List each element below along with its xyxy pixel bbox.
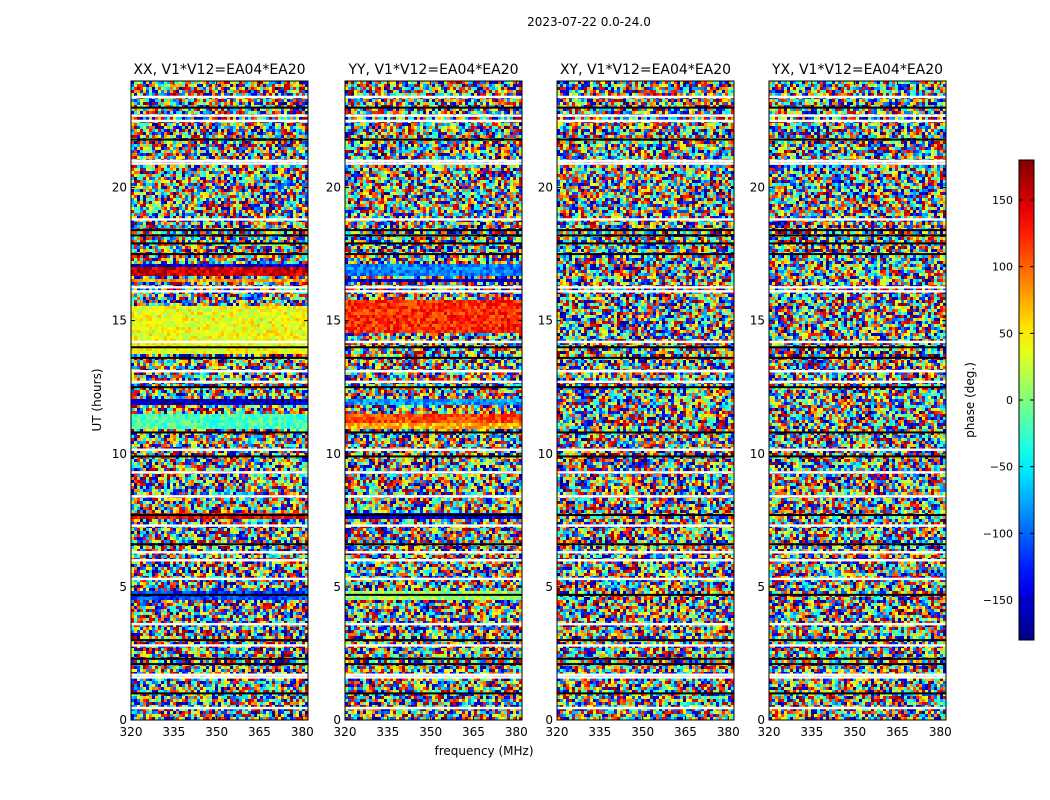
flagged-row	[769, 162, 946, 164]
y-tick-label: 5	[119, 579, 127, 594]
colorbar-tick-label: −50	[989, 460, 1013, 474]
gap-row	[769, 107, 946, 109]
y-tick-label: 5	[545, 579, 553, 594]
y-tick-label: 20	[111, 180, 127, 195]
x-tick-label: 380	[928, 725, 952, 739]
flagged-row	[557, 623, 734, 625]
gap-row	[769, 543, 946, 545]
x-tick-label: 380	[290, 725, 314, 739]
gap-row	[557, 386, 734, 388]
flagged-row	[769, 160, 946, 162]
colorbar	[983, 160, 1034, 640]
flagged-row	[557, 162, 734, 164]
flagged-row	[557, 676, 734, 678]
flagged-row	[769, 551, 946, 553]
flagged-row	[769, 341, 946, 343]
flagged-row	[557, 341, 734, 343]
gap-row	[769, 658, 946, 660]
gap-row	[557, 594, 734, 596]
colorbar-label: phase (deg.)	[963, 362, 977, 438]
gap-row	[345, 234, 522, 236]
flagged-row	[345, 218, 522, 220]
flagged-row	[769, 559, 946, 561]
flagged-row	[345, 623, 522, 625]
panel-1	[112, 62, 314, 739]
gap-row	[557, 658, 734, 660]
flagged-row	[131, 495, 308, 497]
gap-row	[131, 455, 308, 457]
flagged-row	[345, 551, 522, 553]
y-tick-label: 0	[757, 713, 765, 727]
gap-row	[131, 229, 308, 231]
flagged-row	[345, 471, 522, 473]
flagged-row	[345, 290, 522, 292]
flagged-row	[557, 707, 734, 709]
flagged-row	[345, 160, 522, 162]
flagged-row	[557, 160, 734, 162]
gap-row	[345, 139, 522, 141]
colorbar-tick-label: −150	[982, 594, 1013, 607]
colorbar-tick-label: 0	[1006, 394, 1013, 407]
flagged-row	[557, 559, 734, 561]
flagged-row	[769, 120, 946, 122]
flagged-row	[557, 449, 734, 451]
gap-row	[345, 346, 522, 348]
flagged-row	[769, 218, 946, 220]
flagged-row	[131, 707, 308, 709]
gap-row	[345, 658, 522, 660]
x-tick-label: 350	[631, 725, 655, 739]
gap-row	[769, 229, 946, 231]
flagged-row	[769, 449, 946, 451]
flagged-row	[131, 559, 308, 561]
x-tick-label: 350	[843, 725, 867, 739]
gap-row	[345, 107, 522, 109]
gap-row	[345, 692, 522, 694]
flagged-row	[557, 524, 734, 526]
gap-row	[131, 514, 308, 516]
flagged-row	[131, 160, 308, 162]
gap-row	[131, 242, 308, 244]
y-tick-label: 5	[333, 579, 341, 594]
gap-row	[769, 386, 946, 388]
gap-row	[769, 431, 946, 433]
colorbar-tick-label: 150	[992, 194, 1013, 207]
x-tick-label: 320	[545, 725, 569, 739]
gap-row	[131, 357, 308, 359]
flagged-row	[557, 290, 734, 292]
flagged-row	[769, 114, 946, 116]
gap-row	[769, 455, 946, 457]
gap-row	[131, 639, 308, 641]
gap-row	[345, 543, 522, 545]
flagged-row	[557, 120, 734, 122]
flagged-row	[345, 114, 522, 116]
flagged-row	[557, 644, 734, 646]
gap-row	[131, 253, 308, 255]
flagged-row	[557, 286, 734, 288]
flagged-row	[769, 471, 946, 473]
y-tick-label: 20	[325, 180, 341, 195]
panel-3	[538, 62, 740, 739]
gap-row	[557, 357, 734, 359]
gap-row	[345, 229, 522, 231]
flagged-row	[345, 370, 522, 372]
y-tick-label: 15	[749, 313, 765, 328]
x-axis-label: frequency (MHz)	[434, 744, 534, 758]
gap-row	[131, 663, 308, 665]
gap-row	[769, 234, 946, 236]
flagged-row	[345, 578, 522, 580]
x-tick-label: 380	[716, 725, 740, 739]
flagged-row	[345, 286, 522, 288]
flagged-row	[131, 551, 308, 553]
gap-row	[557, 663, 734, 665]
flagged-row	[345, 162, 522, 164]
flagged-row	[557, 114, 734, 116]
flagged-row	[769, 370, 946, 372]
flagged-row	[131, 524, 308, 526]
flagged-row	[345, 96, 522, 98]
gap-row	[557, 242, 734, 244]
y-axis-label: UT (hours)	[90, 368, 104, 432]
gap-row	[345, 514, 522, 516]
x-tick-label: 320	[333, 725, 357, 739]
x-tick-label: 320	[119, 725, 143, 739]
flagged-row	[769, 578, 946, 580]
gap-row	[557, 234, 734, 236]
flagged-row	[769, 623, 946, 625]
gap-row	[769, 663, 946, 665]
flagged-row	[131, 218, 308, 220]
y-tick-label: 5	[757, 579, 765, 594]
gap-row	[131, 346, 308, 348]
gap-row	[557, 455, 734, 457]
flagged-row	[769, 495, 946, 497]
gap-row	[557, 107, 734, 109]
panel-title: YX, V1*V12=EA04*EA20	[771, 62, 944, 78]
flagged-row	[769, 707, 946, 709]
x-tick-label: 365	[886, 725, 909, 739]
y-tick-label: 20	[749, 180, 765, 195]
gap-row	[769, 357, 946, 359]
gap-row	[557, 514, 734, 516]
flagged-row	[769, 290, 946, 292]
flagged-row	[131, 381, 308, 383]
gap-row	[769, 514, 946, 516]
y-tick-label: 10	[111, 446, 127, 461]
panel-2	[326, 62, 528, 739]
gap-row	[345, 386, 522, 388]
x-tick-label: 335	[800, 725, 824, 739]
y-tick-label: 15	[537, 313, 553, 328]
flagged-row	[131, 370, 308, 372]
flagged-row	[769, 676, 946, 678]
gap-row	[345, 594, 522, 596]
flagged-row	[345, 495, 522, 497]
y-tick-label: 10	[537, 446, 553, 461]
flagged-row	[557, 218, 734, 220]
flagged-row	[345, 524, 522, 526]
flagged-row	[557, 551, 734, 553]
flagged-row	[345, 449, 522, 451]
gap-row	[131, 139, 308, 141]
gap-row	[557, 139, 734, 141]
x-tick-label: 350	[419, 725, 443, 739]
flagged-row	[557, 674, 734, 676]
x-tick-label: 365	[462, 725, 485, 739]
gap-row	[131, 386, 308, 388]
gap-row	[345, 242, 522, 244]
colorbar-tick-label: −100	[982, 527, 1013, 541]
flagged-row	[131, 114, 308, 116]
flagged-row	[131, 674, 308, 676]
gap-row	[769, 594, 946, 596]
panel-title: YY, V1*V12=EA04*EA20	[348, 62, 519, 78]
flagged-row	[131, 96, 308, 98]
x-tick-label: 365	[248, 725, 271, 739]
x-tick-label: 335	[162, 725, 186, 739]
gap-row	[557, 431, 734, 433]
gap-row	[131, 234, 308, 236]
flagged-row	[769, 524, 946, 526]
flagged-row	[131, 623, 308, 625]
flagged-row	[131, 644, 308, 646]
flagged-row	[345, 341, 522, 343]
flagged-row	[557, 495, 734, 497]
gap-row	[131, 692, 308, 694]
flagged-row	[345, 707, 522, 709]
y-tick-label: 10	[749, 446, 765, 461]
gap-row	[345, 253, 522, 255]
gap-row	[557, 253, 734, 255]
flagged-row	[345, 644, 522, 646]
flagged-row	[557, 96, 734, 98]
gap-row	[131, 431, 308, 433]
panel-4	[750, 62, 952, 739]
y-tick-label: 15	[111, 313, 127, 328]
flagged-row	[769, 381, 946, 383]
flagged-row	[131, 162, 308, 164]
gap-row	[131, 594, 308, 596]
flagged-row	[131, 578, 308, 580]
gap-row	[131, 107, 308, 109]
x-tick-label: 320	[757, 725, 781, 739]
x-tick-label: 335	[376, 725, 400, 739]
y-tick-label: 15	[325, 313, 341, 328]
flagged-row	[345, 559, 522, 561]
y-tick-label: 0	[545, 713, 553, 727]
panel-title: XY, V1*V12=EA04*EA20	[559, 62, 732, 78]
gap-row	[769, 139, 946, 141]
flagged-row	[131, 471, 308, 473]
gap-row	[345, 357, 522, 359]
y-tick-label: 10	[325, 446, 341, 461]
flagged-row	[131, 676, 308, 678]
flagged-row	[769, 644, 946, 646]
gap-row	[557, 692, 734, 694]
gap-row	[345, 455, 522, 457]
x-tick-label: 350	[205, 725, 229, 739]
flagged-row	[131, 449, 308, 451]
gap-row	[557, 229, 734, 231]
gap-row	[769, 253, 946, 255]
flagged-row	[557, 471, 734, 473]
flagged-row	[557, 370, 734, 372]
gap-row	[131, 658, 308, 660]
flagged-row	[769, 674, 946, 676]
gap-row	[345, 639, 522, 641]
gap-row	[557, 346, 734, 348]
x-tick-label: 365	[674, 725, 697, 739]
flagged-row	[557, 381, 734, 383]
flagged-row	[131, 341, 308, 343]
y-tick-label: 20	[537, 180, 553, 195]
gap-row	[345, 663, 522, 665]
panel-title: XX, V1*V12=EA04*EA20	[133, 62, 306, 78]
y-tick-label: 0	[119, 713, 127, 727]
panels	[112, 62, 952, 739]
colorbar-tick-label: 50	[999, 327, 1013, 341]
flagged-row	[769, 96, 946, 98]
gap-row	[769, 692, 946, 694]
gap-row	[557, 543, 734, 545]
colorbar-tick-label: 100	[992, 260, 1013, 274]
flagged-row	[557, 578, 734, 580]
flagged-row	[131, 120, 308, 122]
gap-row	[769, 346, 946, 348]
flagged-row	[345, 676, 522, 678]
gap-row	[769, 639, 946, 641]
flagged-row	[131, 286, 308, 288]
gap-row	[769, 242, 946, 244]
flagged-row	[131, 290, 308, 292]
flagged-row	[345, 381, 522, 383]
gap-row	[557, 639, 734, 641]
gap-row	[345, 431, 522, 433]
x-tick-label: 335	[588, 725, 612, 739]
gap-row	[131, 543, 308, 545]
flagged-row	[345, 674, 522, 676]
flagged-row	[345, 120, 522, 122]
suptitle: 2023-07-22 0.0-24.0	[527, 15, 651, 29]
x-tick-label: 380	[504, 725, 528, 739]
flagged-row	[769, 286, 946, 288]
y-tick-label: 0	[333, 713, 341, 727]
